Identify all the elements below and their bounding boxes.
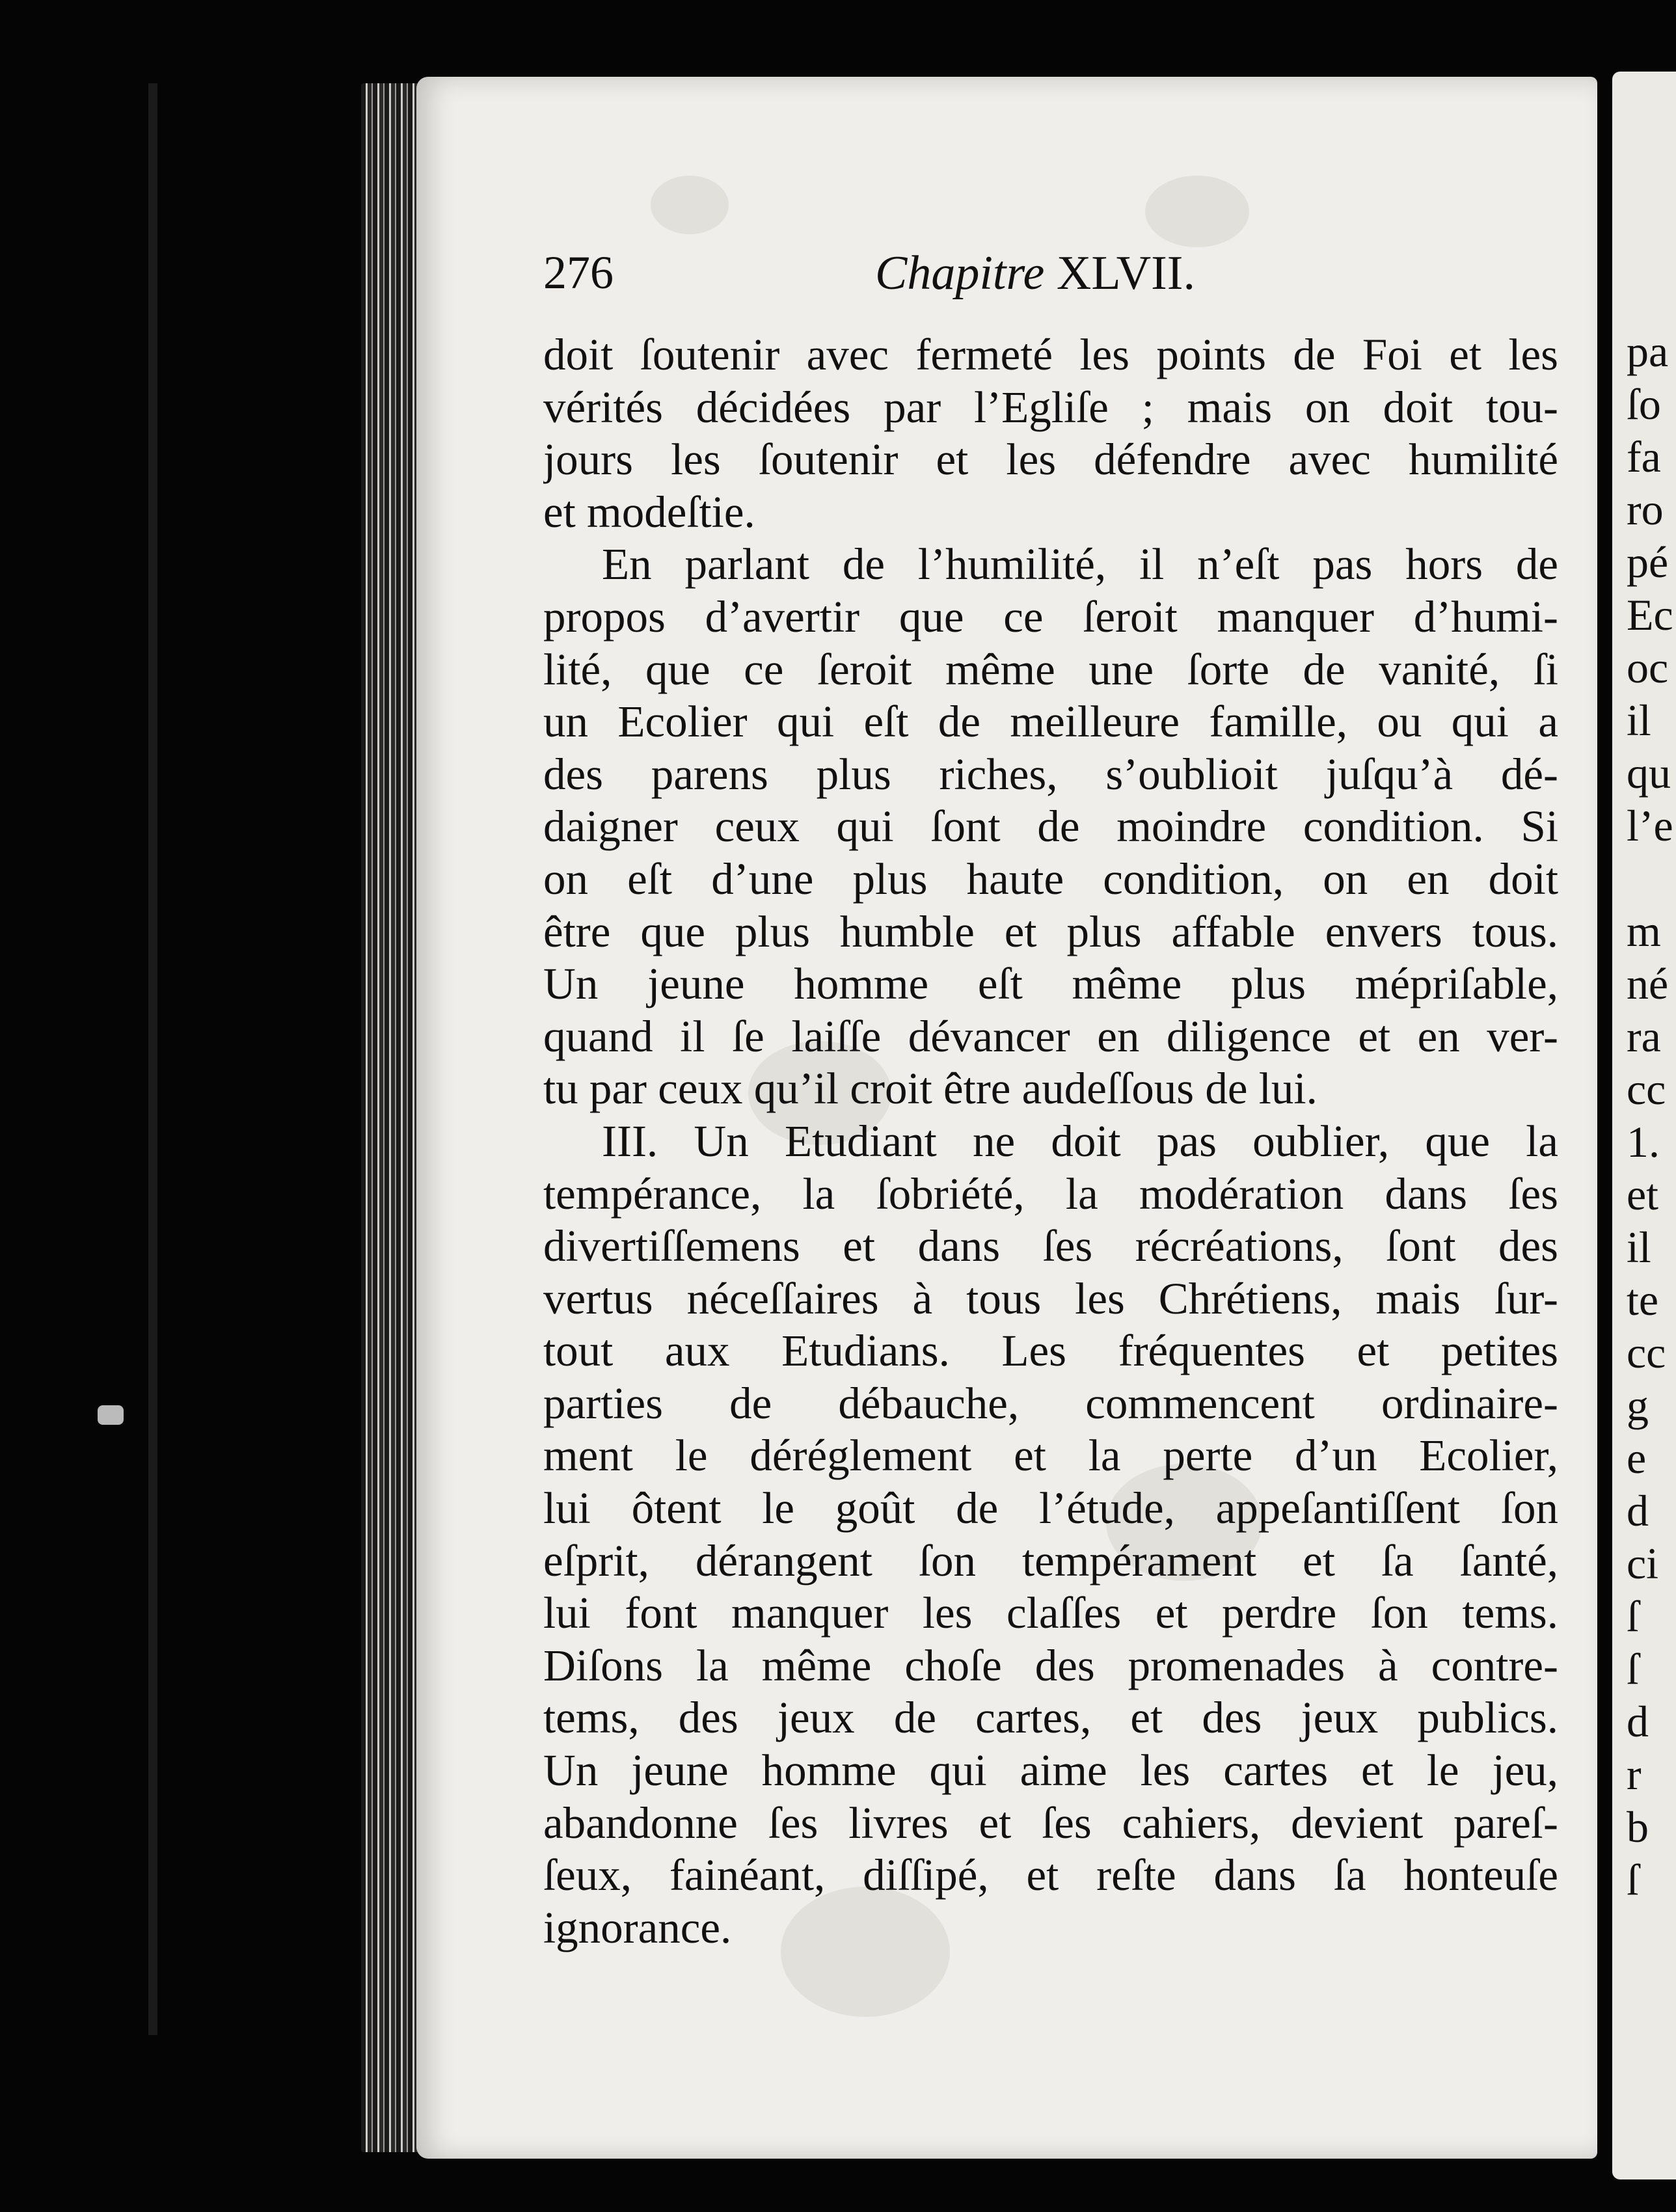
text-line: tu par ceux qu’il croit être audeſſous de lui. [543, 1064, 1318, 1114]
text-line: quand il ſe laiſſe dévancer en diligence et en ver- [543, 1011, 1558, 1061]
text-line: Diſons la même choſe des promenades à contre- [543, 1640, 1558, 1690]
text-line: En parlant de l’humilité, il n’eſt pas hors de [602, 539, 1558, 589]
text-line: divertiſſemens et dans ſes récréations, ſont des [543, 1221, 1558, 1271]
facing-page-fragment: il [1627, 1222, 1651, 1272]
scan-mark [148, 83, 157, 2035]
facing-page-fragment: ſ [1627, 1644, 1639, 1693]
page-number: 276 [543, 247, 614, 299]
text-line: tout aux Etudians. Les fréquentes et petites [543, 1326, 1558, 1376]
running-head-chapter-number: XLVII. [1056, 247, 1195, 300]
facing-page-fragment: né [1627, 959, 1669, 1008]
text-line: daigner ceux qui ſont de moindre condition. Si [543, 802, 1558, 852]
facing-page-fragment: e [1627, 1433, 1647, 1483]
text-line: on eſt d’une plus haute condition, on en doit [543, 854, 1558, 904]
running-head [875, 246, 1195, 301]
facing-page-fragment: ſo [1627, 379, 1661, 429]
facing-page-fragment: ci [1627, 1539, 1659, 1588]
facing-page-fragment: ra [1627, 1012, 1661, 1061]
facing-page-fragment: pé [1627, 537, 1669, 587]
text-line: lui ôtent le goût de l’étude, appeſantiſſent ſon [543, 1483, 1558, 1533]
text-line: Un jeune homme eſt même plus mépriſable, [543, 959, 1558, 1009]
text-line: lui font manquer les claſſes et perdre ſon tems. [543, 1588, 1558, 1638]
text-line: lité, que ce ſeroit même une ſorte de vanité, ſi [543, 644, 1558, 694]
facing-page-fragment: 1. [1627, 1117, 1660, 1167]
facing-page-fragment: il [1627, 695, 1651, 745]
scan-mark [98, 1405, 124, 1425]
facing-page-fragment: cc [1627, 1064, 1666, 1114]
text-line: propos d’avertir que ce ſeroit manquer d’humi- [543, 591, 1558, 641]
text-line: jours les ſoutenir et les défendre avec humilité [543, 435, 1558, 485]
facing-page-fragment: g [1627, 1381, 1649, 1430]
facing-page-fragment: d [1627, 1486, 1649, 1535]
facing-page-fragment: d [1627, 1697, 1649, 1746]
facing-page-fragment: ſ [1627, 1591, 1639, 1641]
facing-page-fragment: r [1627, 1749, 1642, 1799]
facing-page-fragment: te [1627, 1275, 1659, 1325]
running-head-chapter-word: Chapitre [875, 247, 1045, 300]
facing-page-fragment: cc [1627, 1328, 1666, 1377]
facing-page-fragment: fa [1627, 432, 1661, 481]
body-text [543, 329, 1558, 2072]
text-line: doit ſoutenir avec fermeté les points de Foi et les [543, 330, 1558, 379]
text-line: parties de débauche, commencent ordinaire- [543, 1378, 1558, 1428]
facing-page-fragment: qu [1627, 748, 1671, 798]
text-line: vertus néceſſaires à tous les Chrétiens, mais ſur- [543, 1273, 1558, 1323]
text-line: ignorance. [543, 1902, 732, 1952]
text-line: eſprit, dérangent ſon tempérament et ſa ſanté, [543, 1535, 1558, 1585]
text-line: tems, des jeux de cartes, et des jeux publics. [543, 1693, 1558, 1743]
facing-page-fragment: m [1627, 906, 1661, 956]
foxing-spot [1145, 176, 1249, 247]
text-line: III. Un Etudiant ne doit pas oublier, que la [602, 1116, 1558, 1166]
facing-page-fragment: l’e [1627, 801, 1673, 850]
text-line: ment le déréglement et la perte d’un Ecolier, [543, 1431, 1558, 1481]
facing-page-fragment: pa [1627, 327, 1669, 376]
facing-page-fragment: et [1627, 1170, 1659, 1219]
text-line: être que plus humble et plus affable envers tous. [543, 906, 1558, 956]
text-line: et modeſtie. [543, 487, 755, 537]
text-line: un Ecolier qui eſt de meilleure famille, ou qui a [543, 697, 1558, 747]
text-line: vérités décidées par l’Egliſe ; mais on doit tou- [543, 382, 1558, 432]
text-line: ſeux, fainéant, diſſipé, et reſte dans ſa honteuſe [543, 1850, 1558, 1900]
page-header [543, 246, 1272, 317]
facing-page-fragment: Ec [1627, 590, 1673, 640]
facing-page-fragment: ro [1627, 485, 1664, 534]
facing-page-fragment: ſ [1627, 1855, 1639, 1904]
facing-page-fragment: oc [1627, 643, 1669, 692]
text-line: tempérance, la ſobriété, la modération dans ſes [543, 1168, 1558, 1219]
text-line: des parens plus riches, s’oublioit juſqu’à dé- [543, 749, 1558, 799]
facing-page-text [1627, 325, 1676, 2147]
facing-page-fragment [1627, 852, 1676, 905]
text-line: abandonne ſes livres et ſes cahiers, devient pareſ- [543, 1798, 1558, 1848]
facing-page-fragment: b [1627, 1802, 1649, 1852]
book-page-edges [361, 83, 421, 2152]
foxing-spot [651, 176, 729, 234]
text-line: Un jeune homme qui aime les cartes et le jeu, [543, 1746, 1558, 1796]
